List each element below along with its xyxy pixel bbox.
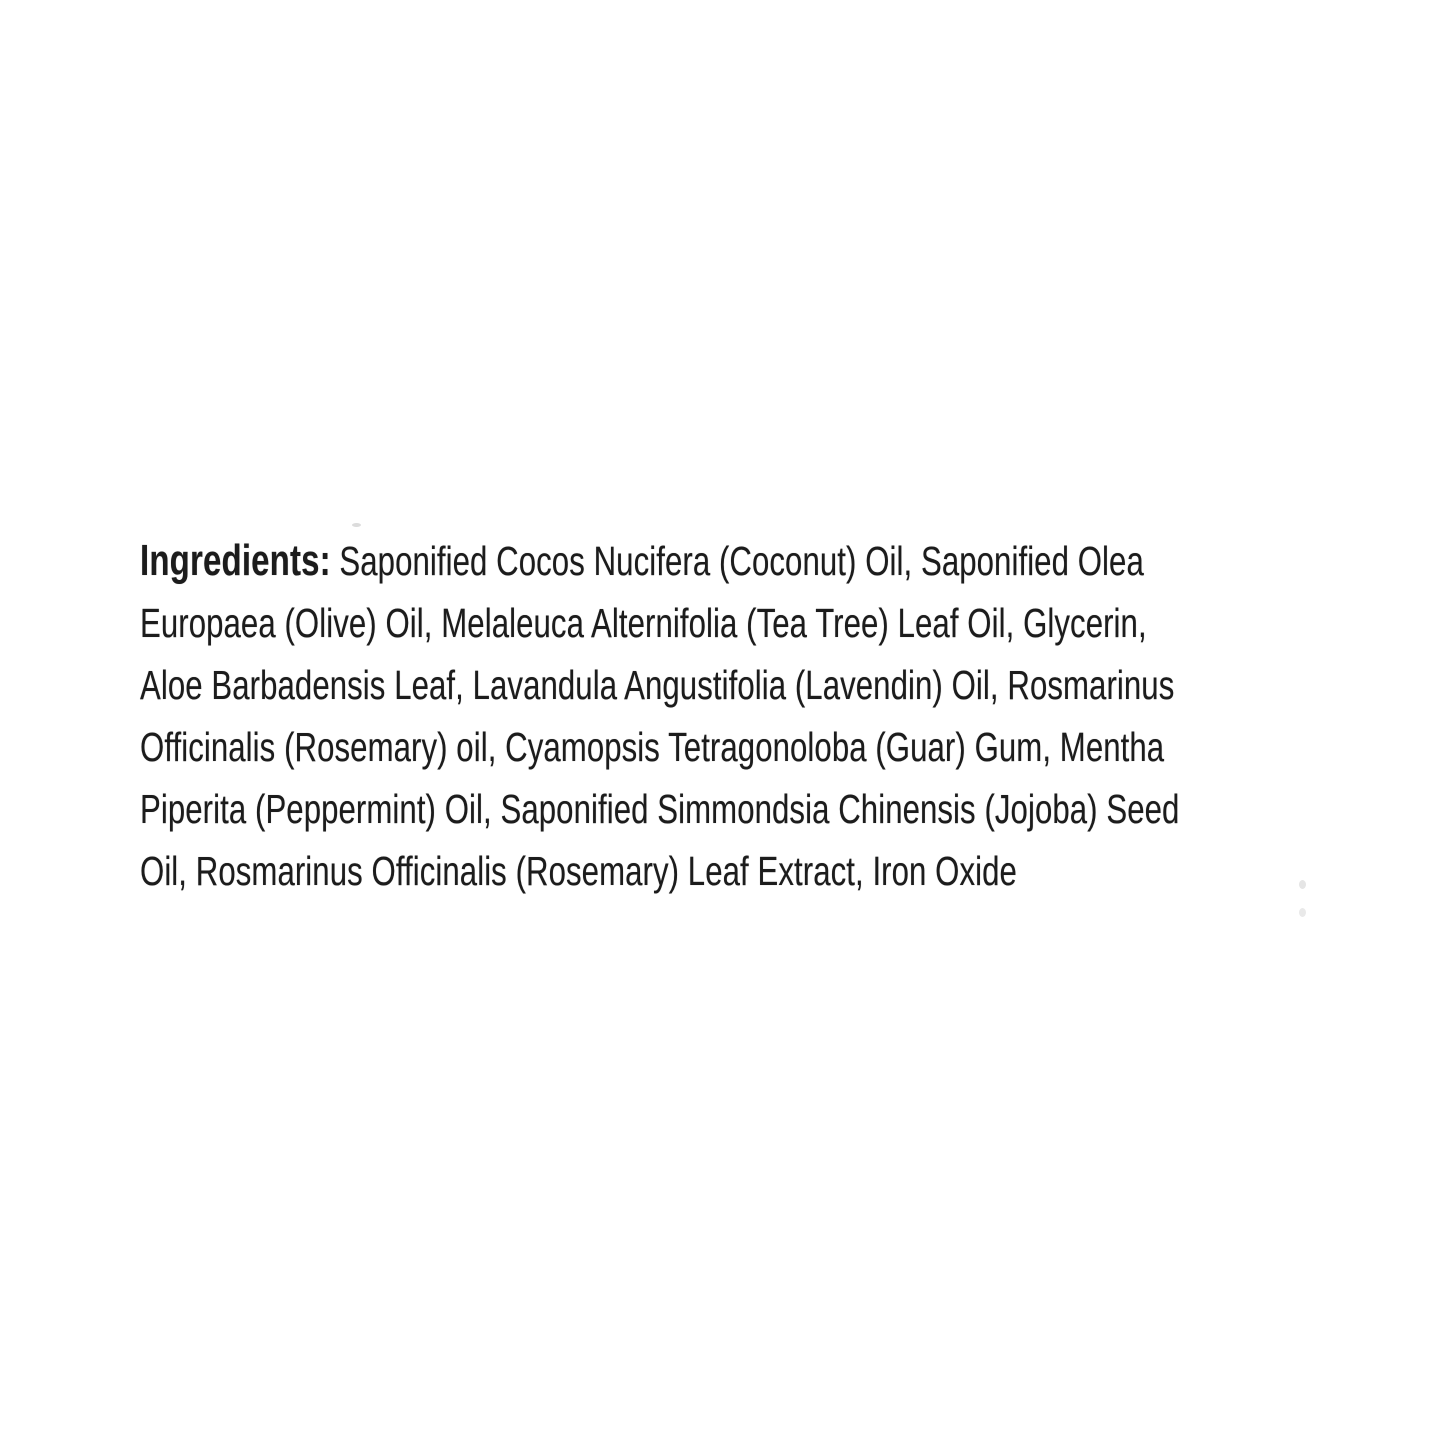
ingredients-line-5: Piperita (Peppermint) Oil, Saponified Simmondsia Chinensis (Jojoba) Seed [140, 786, 1180, 832]
ingredients-line-4: Officinalis (Rosemary) oil, Cyamopsis Tetragonoloba (Guar) Gum, Mentha [140, 724, 1165, 770]
ingredients-label [140, 530, 1326, 902]
scan-speck [352, 523, 361, 527]
ingredients-line-3: Aloe Barbadensis Leaf, Lavandula Angustifolia (Lavendin) Oil, Rosmarinus [140, 662, 1175, 708]
scan-speck [1299, 880, 1306, 889]
scan-speck [1299, 908, 1306, 917]
ingredients-heading: Ingredients: [140, 537, 331, 585]
ingredients-line-1-text: Saponified Cocos Nucifera (Coconut) Oil, Saponified Olea [339, 538, 1144, 584]
ingredients-line-6: Oil, Rosmarinus Officinalis (Rosemary) Leaf Extract, Iron Oxide [140, 848, 1017, 894]
ingredients-line-1 [140, 530, 1326, 592]
ingredients-line-2: Europaea (Olive) Oil, Melaleuca Alternifolia (Tea Tree) Leaf Oil, Glycerin, [140, 600, 1147, 646]
